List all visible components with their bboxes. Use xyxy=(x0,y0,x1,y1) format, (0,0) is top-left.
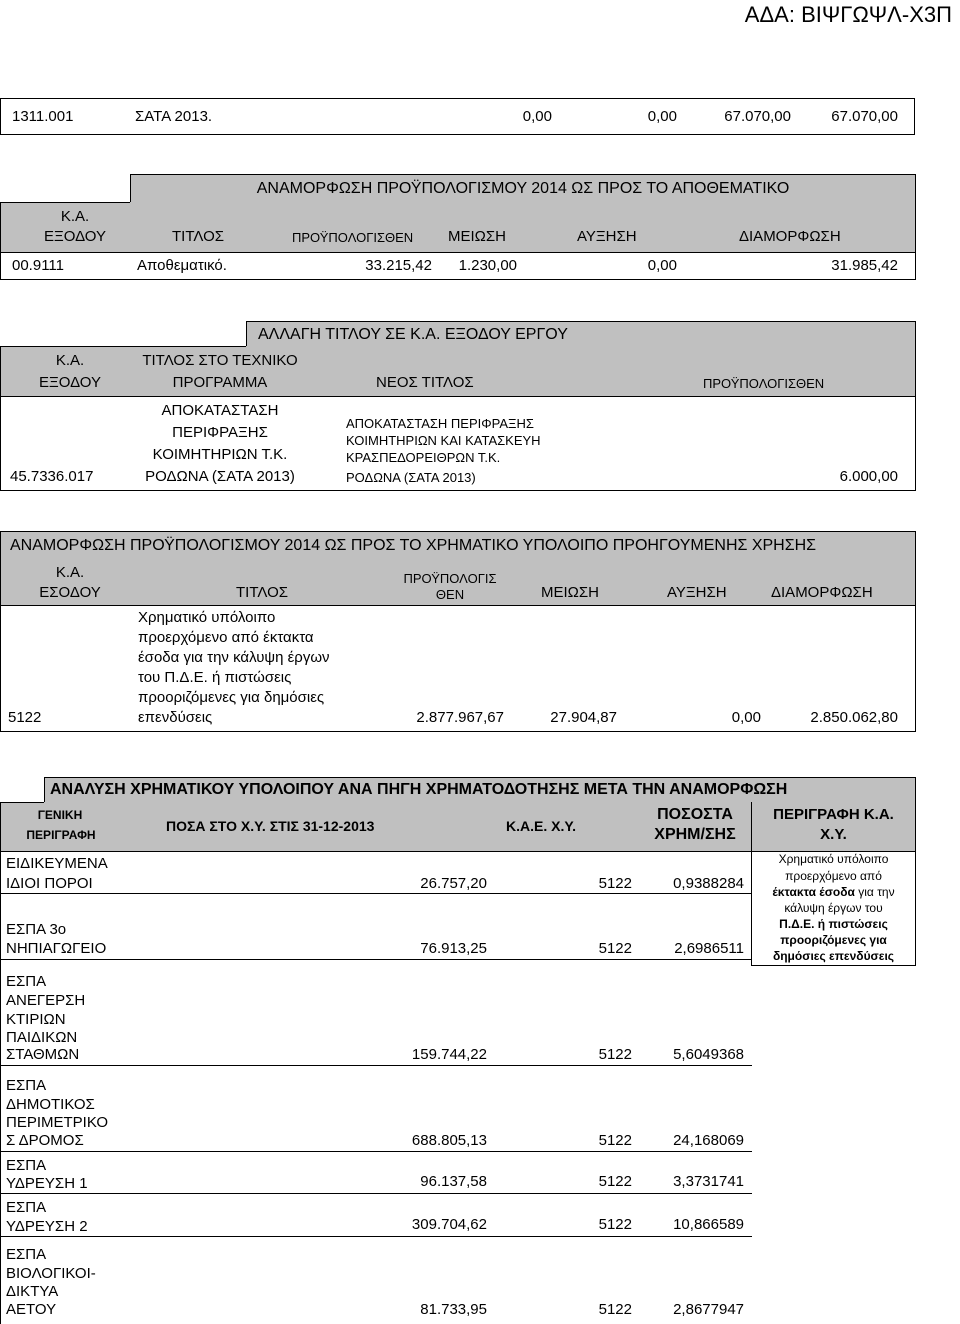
side-line: έκτακτα έσοδα για την xyxy=(772,885,895,899)
sec1-meiosi: 1.230,00 xyxy=(458,257,517,274)
sec3-titlos-line: προερχόμενο από έκτακτα xyxy=(138,629,314,646)
row-kae: 5122 xyxy=(598,1301,632,1318)
sec1-header-proypologisthen: ΠΡΟΫΠΟΛΟΓΙΣΘΕΝ xyxy=(292,230,414,245)
sec1-header-ka: Κ.Α. xyxy=(60,208,90,225)
row-kae: 5122 xyxy=(598,940,632,957)
sec4-header-xrim: ΧΡΗΜ/ΣΗΣ xyxy=(654,826,736,843)
row-pct: 3,3731741 xyxy=(673,1173,744,1190)
row1-value-1: 0,00 xyxy=(522,108,552,125)
sec4-header-pososta: ΠΟΣΟΣΤΑ xyxy=(657,806,733,823)
side-line: προερχόμενο από xyxy=(785,869,882,883)
side-line: κάλυψη έργων του xyxy=(784,901,883,915)
sec2-old-title-line: ΚΟΙΜΗΤΗΡΙΩΝ Τ.Κ. xyxy=(152,446,288,463)
row-desc-line: ΠΑΙΔΙΚΩΝ xyxy=(6,1029,78,1046)
row-pct: 2,8677947 xyxy=(673,1301,744,1318)
side-line: δημόσιες επενδύσεις xyxy=(772,949,895,963)
row-desc-line: ΑΕΤΟΥ xyxy=(6,1301,57,1318)
row-kae: 5122 xyxy=(598,875,632,892)
row-desc-line: Σ ΔΡΟΜΟΣ xyxy=(6,1132,84,1149)
row-desc-line: ΥΔΡΕΥΣΗ 2 xyxy=(6,1218,88,1235)
sec2-header-exodou: ΕΞΟΔΟΥ xyxy=(39,374,101,391)
row1-value-2: 0,00 xyxy=(647,108,677,125)
row-desc-line: ΥΔΡΕΥΣΗ 1 xyxy=(6,1175,88,1192)
sec3-diamorfosi: 2.850.062,80 xyxy=(810,709,898,726)
row-desc-line: ΣΤΑΘΜΩΝ xyxy=(6,1046,80,1063)
row-kae: 5122 xyxy=(598,1216,632,1233)
sec2-header-ka: Κ.Α. xyxy=(55,352,85,369)
sec2-header-titlos-2: ΠΡΟΓΡΑΜΜΑ xyxy=(172,374,268,391)
sec4-header-kae: Κ.Α.Ε. Χ.Υ. xyxy=(506,818,577,834)
row-desc-line: ΙΔΙΟΙ ΠΟΡΟΙ xyxy=(6,875,93,892)
sec3-titlos-line: έσοδα για την κάλυψη έργων xyxy=(138,649,330,666)
row-amount: 96.137,58 xyxy=(420,1173,487,1190)
ada-header: ΑΔΑ: ΒΙΨΓΩΨΛ-Χ3Π xyxy=(744,2,952,27)
sec3-code: 5122 xyxy=(8,709,42,726)
row1-value-4: 67.070,00 xyxy=(831,108,898,125)
sec3-header-proyp-1: ΠΡΟΫΠΟΛΟΓΙΣ xyxy=(403,571,497,586)
side-line: Χρηματικό υπόλοιπο xyxy=(778,852,889,866)
sec4-header-posa: ΠΟΣΑ ΣΤΟ Χ.Υ. ΣΤΙΣ 31-12-2013 xyxy=(166,818,375,834)
row-amount: 26.757,20 xyxy=(420,875,487,892)
sec4-header-perigrafi-ka: ΠΕΡΙΓΡΑΦΗ Κ.Α. xyxy=(773,806,894,823)
row1-title: ΣΑΤΑ 2013. xyxy=(135,108,213,125)
row-amount: 159.744,22 xyxy=(411,1046,487,1063)
sec1-header-afxisi: ΑΥΞΗΣΗ xyxy=(577,228,637,245)
sec2-new-title-line: ΑΠΟΚΑΤΑΣΤΑΣΗ ΠΕΡΙΦΡΑΞΗΣ xyxy=(346,416,534,431)
row-pct: 2,6986511 xyxy=(674,940,744,957)
sec3-header-proyp-2: ΘΕΝ xyxy=(435,587,465,602)
row-desc-line: ΒΙΟΛΟΓΙΚΟΙ- xyxy=(6,1265,96,1282)
sec3-title: ΑΝΑΜΟΡΦΩΣΗ ΠΡΟΫΠΟΛΟΓΙΣΜΟΥ 2014 ΩΣ ΠΡΟΣ ΤΟ ΧΡΗΜΑΤΙΚΟ ΥΠΟΛΟΙΠΟ ΠΡΟΗΓΟΥΜΕΝΗΣ ΧΡΗΣΗΣ xyxy=(10,537,817,554)
row-amount: 81.733,95 xyxy=(420,1301,487,1318)
sec2-new-title-line: ΚΟΙΜΗΤΗΡΙΩΝ ΚΑΙ ΚΑΤΑΣΚΕΥΗ xyxy=(346,433,541,448)
sec3-header-afxisi: ΑΥΞΗΣΗ xyxy=(667,584,727,601)
sec3-header-ka: Κ.Α. xyxy=(55,564,85,581)
row1-code: 1311.001 xyxy=(12,108,74,125)
sec1-proypologisthen: 33.215,42 xyxy=(365,257,432,274)
sec1-header-meiosi: ΜΕΙΩΣΗ xyxy=(448,228,506,245)
sec3-titlos-line: προοριζόμενες για δημόσιες xyxy=(138,689,325,706)
sec2-title: ΑΛΛΑΓΗ ΤΙΤΛΟΥ ΣΕ Κ.Α. ΕΞΟΔΟΥ ΕΡΓΟΥ xyxy=(258,326,568,343)
sec3-titlos-line: Χρηματικό υπόλοιπο xyxy=(138,609,276,626)
sec3-meiosi: 27.904,87 xyxy=(550,709,617,726)
row-pct: 0,9388284 xyxy=(673,875,744,892)
sec3-header-esodou: ΕΣΟΔΟΥ xyxy=(39,584,101,601)
sec2-header-neos-titlos: ΝΕΟΣ ΤΙΤΛΟΣ xyxy=(376,374,474,391)
row-desc-line: ΔΗΜΟΤΙΚΟΣ xyxy=(6,1096,95,1113)
row-desc-line: ΕΣΠΑ xyxy=(6,973,47,990)
sec2-old-title-line: ΡΟΔΩΝΑ (ΣΑΤΑ 2013) xyxy=(145,468,295,485)
sec1-code: 00.9111 xyxy=(12,257,64,274)
row-desc-line: ΑΝΕΓΕΡΣΗ xyxy=(6,992,86,1009)
sec3-header-meiosi: ΜΕΙΩΣΗ xyxy=(541,584,599,601)
sec2-code: 45.7336.017 xyxy=(10,468,94,485)
sec4-header-perigrafi: ΠΕΡΙΓΡΑΦΗ xyxy=(26,828,96,842)
sec1-header-diamorfosi: ΔΙΑΜΟΡΦΩΣΗ xyxy=(739,228,841,245)
row-desc-line: ΕΣΠΑ xyxy=(6,1077,47,1094)
sec3-header-diamorfosi: ΔΙΑΜΟΡΦΩΣΗ xyxy=(771,584,873,601)
sec1-titlos: Αποθεματικό. xyxy=(137,257,227,274)
row-pct: 24,168069 xyxy=(673,1132,744,1149)
row-desc-line: ΕΣΠΑ 3ο xyxy=(6,921,67,938)
sec3-header-titlos: ΤΙΤΛΟΣ xyxy=(236,584,289,601)
row1-value-3: 67.070,00 xyxy=(724,108,791,125)
sec3-titlos-line: επενδύσεις xyxy=(138,709,213,726)
row-desc-line: ΔΙΚΤΥΑ xyxy=(6,1283,59,1300)
row-desc-line: ΕΣΠΑ xyxy=(6,1157,47,1174)
sec3-afxisi: 0,00 xyxy=(731,709,761,726)
side-line: προοριζόμενες για xyxy=(780,933,887,947)
sec2-header-titlos-1: ΤΙΤΛΟΣ ΣΤΟ ΤΕΧΝΙΚΟ xyxy=(142,352,298,369)
row-desc-line: ΕΣΠΑ xyxy=(6,1246,47,1263)
sec2-header-proypologisthen: ΠΡΟΫΠΟΛΟΓΙΣΘΕΝ xyxy=(703,376,825,391)
row-desc-line: ΝΗΠΙΑΓΩΓΕΙΟ xyxy=(6,940,107,957)
row-desc-line: ΕΙΔΙΚΕΥΜΕΝΑ xyxy=(6,855,108,872)
row-amount: 688.805,13 xyxy=(411,1132,487,1149)
row-amount: 76.913,25 xyxy=(420,940,487,957)
sec4-header-xy: Χ.Υ. xyxy=(820,826,847,843)
sec3-proypologisthen: 2.877.967,67 xyxy=(416,709,504,726)
sec2-proypologisthen: 6.000,00 xyxy=(839,468,898,485)
row-pct: 10,866589 xyxy=(673,1216,744,1233)
row-amount: 309.704,62 xyxy=(411,1216,487,1233)
row-pct: 5,6049368 xyxy=(673,1046,744,1063)
row-desc-line: ΚΤΙΡΙΩΝ xyxy=(6,1011,66,1028)
sec2-new-title-line: ΚΡΑΣΠΕΔΟΡΕΙΘΡΩΝ Τ.Κ. xyxy=(346,450,501,465)
sec4-title: ΑΝΑΛΥΣΗ ΧΡΗΜΑΤΙΚΟΥ ΥΠΟΛΟΙΠΟΥ ΑΝΑ ΠΗΓΗ ΧΡΗΜΑΤΟΔΟΤΗΣΗΣ ΜΕΤΑ ΤΗΝ ΑΝΑΜΟΡΦΩΣΗ xyxy=(50,781,788,798)
side-line: Π.Δ.Ε. ή πιστώσεις xyxy=(779,917,888,931)
sec1-header-titlos: ΤΙΤΛΟΣ xyxy=(172,228,225,245)
sec2-old-title-line: ΑΠΟΚΑΤΑΣΤΑΣΗ xyxy=(161,402,279,419)
sec2-new-title-line: ΡΟΔΩΝΑ (ΣΑΤΑ 2013) xyxy=(346,470,476,485)
row-kae: 5122 xyxy=(598,1132,632,1149)
sec1-afxisi: 0,00 xyxy=(647,257,677,274)
row-kae: 5122 xyxy=(598,1173,632,1190)
row-desc-line: ΕΣΠΑ xyxy=(6,1199,47,1216)
sec1-diamorfosi: 31.985,42 xyxy=(831,257,898,274)
sec2-old-title-line: ΠΕΡΙΦΡΑΞΗΣ xyxy=(172,424,268,441)
row-desc-line: ΠΕΡΙΜΕΤΡΙΚΟ xyxy=(6,1114,109,1131)
sec3-titlos-line: του Π.Δ.Ε. ή πιστώσεις xyxy=(138,669,292,686)
sec1-header-exodou: ΕΞΟΔΟΥ xyxy=(44,228,106,245)
sec4-header-geniki: ΓΕΝΙΚΗ xyxy=(37,808,83,822)
row-kae: 5122 xyxy=(598,1046,632,1063)
sec1-title: ΑΝΑΜΟΡΦΩΣΗ ΠΡΟΫΠΟΛΟΓΙΣΜΟΥ 2014 ΩΣ ΠΡΟΣ ΤΟ ΑΠΟΘΕΜΑΤΙΚΟ xyxy=(256,180,790,197)
